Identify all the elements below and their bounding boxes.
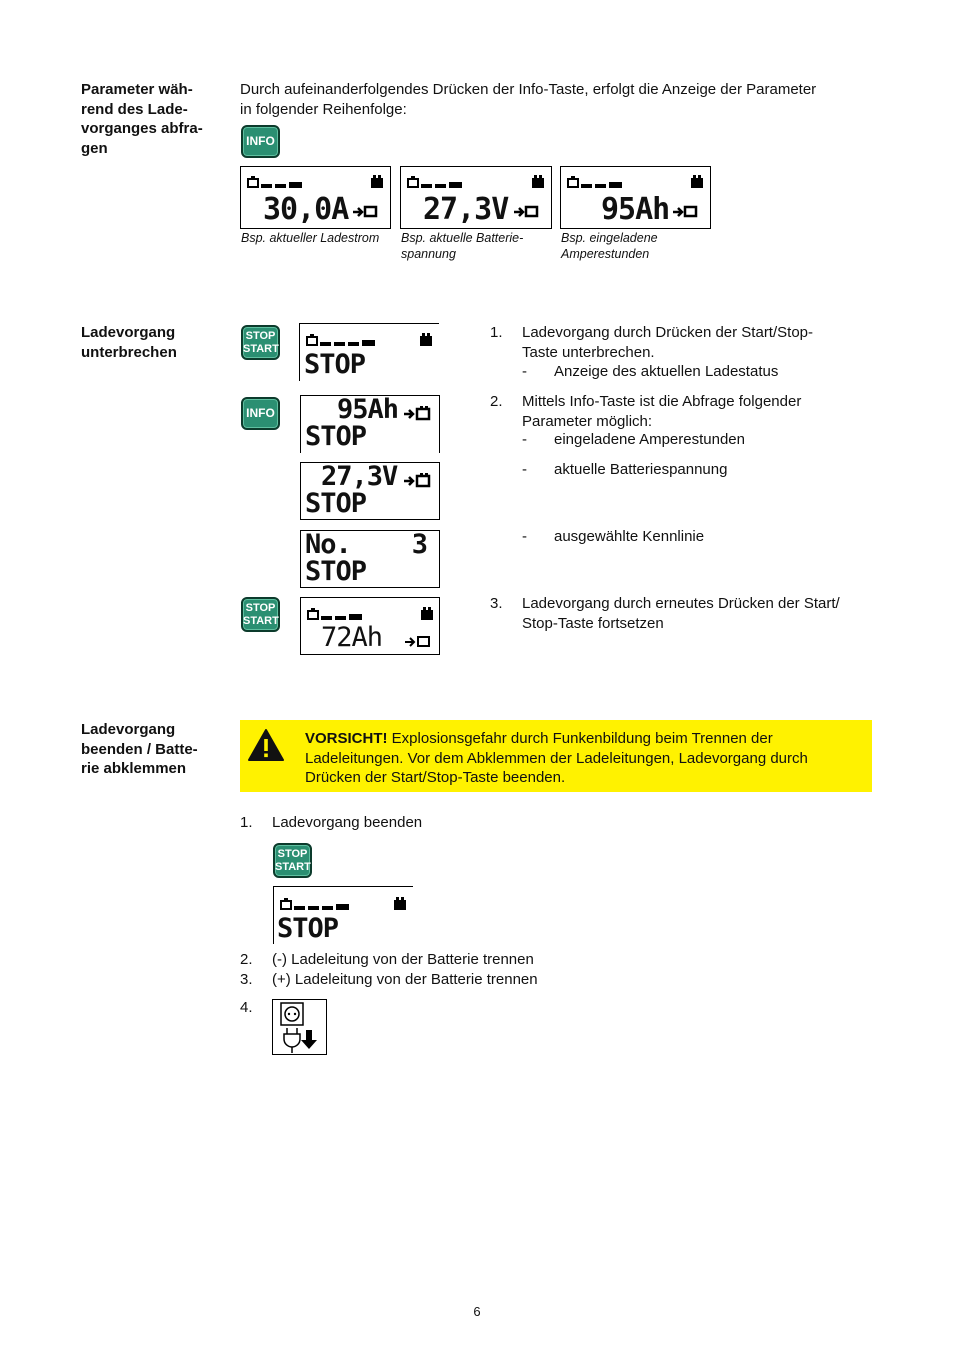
step-sub-text: Anzeige des aktuellen Ladestatus xyxy=(554,363,779,380)
start-label: START xyxy=(275,861,311,873)
step-sub-dash: - xyxy=(522,461,527,478)
lcd-value: STOP xyxy=(277,913,339,944)
socket-plug-icon xyxy=(273,1000,326,1054)
lcd-value: 72Ah xyxy=(321,622,383,653)
info-button[interactable]: INFO xyxy=(241,125,280,158)
step-number: 4. xyxy=(240,999,253,1016)
step-line: Ladevorgang durch Drücken der Start/Stop- xyxy=(522,324,813,341)
heading-line: Ladevorgang xyxy=(81,721,176,738)
caption-voltage xyxy=(401,231,523,262)
step-number: 3. xyxy=(490,595,503,612)
stop-start-button[interactable] xyxy=(241,325,280,360)
step-sub-text: aktuelle Batteriespannung xyxy=(554,461,728,478)
section1-heading xyxy=(81,80,203,158)
start-label: START xyxy=(243,615,279,627)
warning-text-rest: Explosionsgefahr durch Funkenbildung beim Trennen der xyxy=(387,730,773,747)
warning-box xyxy=(240,720,872,792)
lcd-value: STOP xyxy=(305,488,367,519)
stop-label: STOP xyxy=(277,848,308,860)
step-sub-dash: - xyxy=(522,528,527,545)
step-sub-dash: - xyxy=(522,431,527,448)
page-number: 6 xyxy=(473,1304,481,1319)
lcd-value: STOP xyxy=(305,421,367,452)
warning-line xyxy=(305,729,865,749)
step-number: 3. xyxy=(240,971,253,988)
caption-amphours xyxy=(561,231,658,262)
section3-heading xyxy=(81,720,198,779)
lcd-display-amphours-stop xyxy=(300,395,440,453)
warning-line: Drücken der Start/Stop-Taste beenden. xyxy=(305,769,566,786)
lcd-display-amphours xyxy=(560,166,711,229)
stop-start-button[interactable] xyxy=(241,597,280,632)
start-label: START xyxy=(243,343,279,355)
lcd-value: 27,3V xyxy=(321,461,398,492)
step-line: Ladevorgang durch erneutes Drücken der Start/ xyxy=(522,595,840,612)
caption-line: Amperestunden xyxy=(561,246,650,261)
lcd-display-current xyxy=(240,166,391,229)
step-sub-text: ausgewählte Kennlinie xyxy=(554,528,705,545)
step-number: 1. xyxy=(490,324,503,341)
lcd-display-voltage-stop xyxy=(300,462,440,520)
step-number: 2. xyxy=(240,951,253,968)
step-text: (+) Ladeleitung von der Batterie trennen xyxy=(272,971,538,988)
step-line: Taste unterbrechen. xyxy=(522,343,655,361)
heading-line: Ladevorgang xyxy=(81,324,176,341)
lcd-value: 27,3V xyxy=(423,192,509,227)
step-text: Ladevorgang beenden xyxy=(272,814,423,831)
warning-text xyxy=(305,729,865,788)
lcd-value: STOP xyxy=(305,556,367,587)
unplug-mains-icon xyxy=(272,999,327,1055)
step-text: (-) Ladeleitung von der Batterie trennen xyxy=(272,951,534,968)
lcd-display-end-stop xyxy=(273,886,413,944)
heading-line: gen xyxy=(81,139,108,157)
caption-current xyxy=(241,231,379,247)
warning-line: Ladeleitungen. Vor dem Abklemmen der Ladeleitungen, Ladevorgang durch xyxy=(305,749,808,767)
heading-line: vorganges abfra- xyxy=(81,120,203,137)
heading-line: rend des Lade- xyxy=(81,100,188,118)
intro-line: Durch aufeinanderfolgendes Drücken der Info-Taste, erfolgt die Anzeige der Parameter xyxy=(240,81,817,98)
step-line: Mittels Info-Taste ist die Abfrage folgender xyxy=(522,393,802,410)
lcd-value: 30,0A xyxy=(263,192,349,227)
heading-line: rie abklemmen xyxy=(81,760,187,777)
heading-line: unterbrechen xyxy=(81,343,177,361)
info-button[interactable]: INFO xyxy=(241,397,280,430)
heading-line: Parameter wäh- xyxy=(81,81,193,98)
step-number: 2. xyxy=(490,393,503,410)
step-text xyxy=(522,594,840,633)
intro-line: in folgender Reihenfolge: xyxy=(240,100,407,118)
lcd-display-stop-status xyxy=(299,323,439,381)
stop-start-button[interactable] xyxy=(273,843,312,878)
stop-label: STOP xyxy=(245,330,276,342)
step-line: Stop-Taste fortsetzen xyxy=(522,614,664,632)
lcd-value: 95Ah xyxy=(601,192,670,227)
step-sub-text: eingeladene Amperestunden xyxy=(554,431,745,448)
lcd-display-voltage xyxy=(400,166,552,229)
section2-heading xyxy=(81,323,177,362)
step-sub-dash: - xyxy=(522,363,527,380)
lcd-value: 95Ah xyxy=(337,394,399,425)
caption-line: Bsp. aktueller Ladestrom xyxy=(241,231,380,245)
warning-label: VORSICHT! xyxy=(305,730,388,747)
lcd-value: No. 3 xyxy=(305,529,428,560)
section1-intro xyxy=(240,80,880,119)
caption-line: Bsp. aktuelle Batterie- xyxy=(401,231,524,245)
step-line: Parameter möglich: xyxy=(522,412,653,430)
warning-triangle-icon xyxy=(248,728,288,764)
step-number: 1. xyxy=(240,814,253,831)
caption-line: Bsp. eingeladene xyxy=(561,231,658,245)
lcd-display-resume xyxy=(300,597,440,655)
lcd-value: STOP xyxy=(304,349,366,380)
stop-label: STOP xyxy=(245,602,276,614)
step-text xyxy=(522,392,801,431)
heading-line: beenden / Batte- xyxy=(81,740,198,758)
step-text xyxy=(522,323,813,362)
caption-line: spannung xyxy=(401,246,456,261)
lcd-display-curve-stop xyxy=(300,530,440,588)
